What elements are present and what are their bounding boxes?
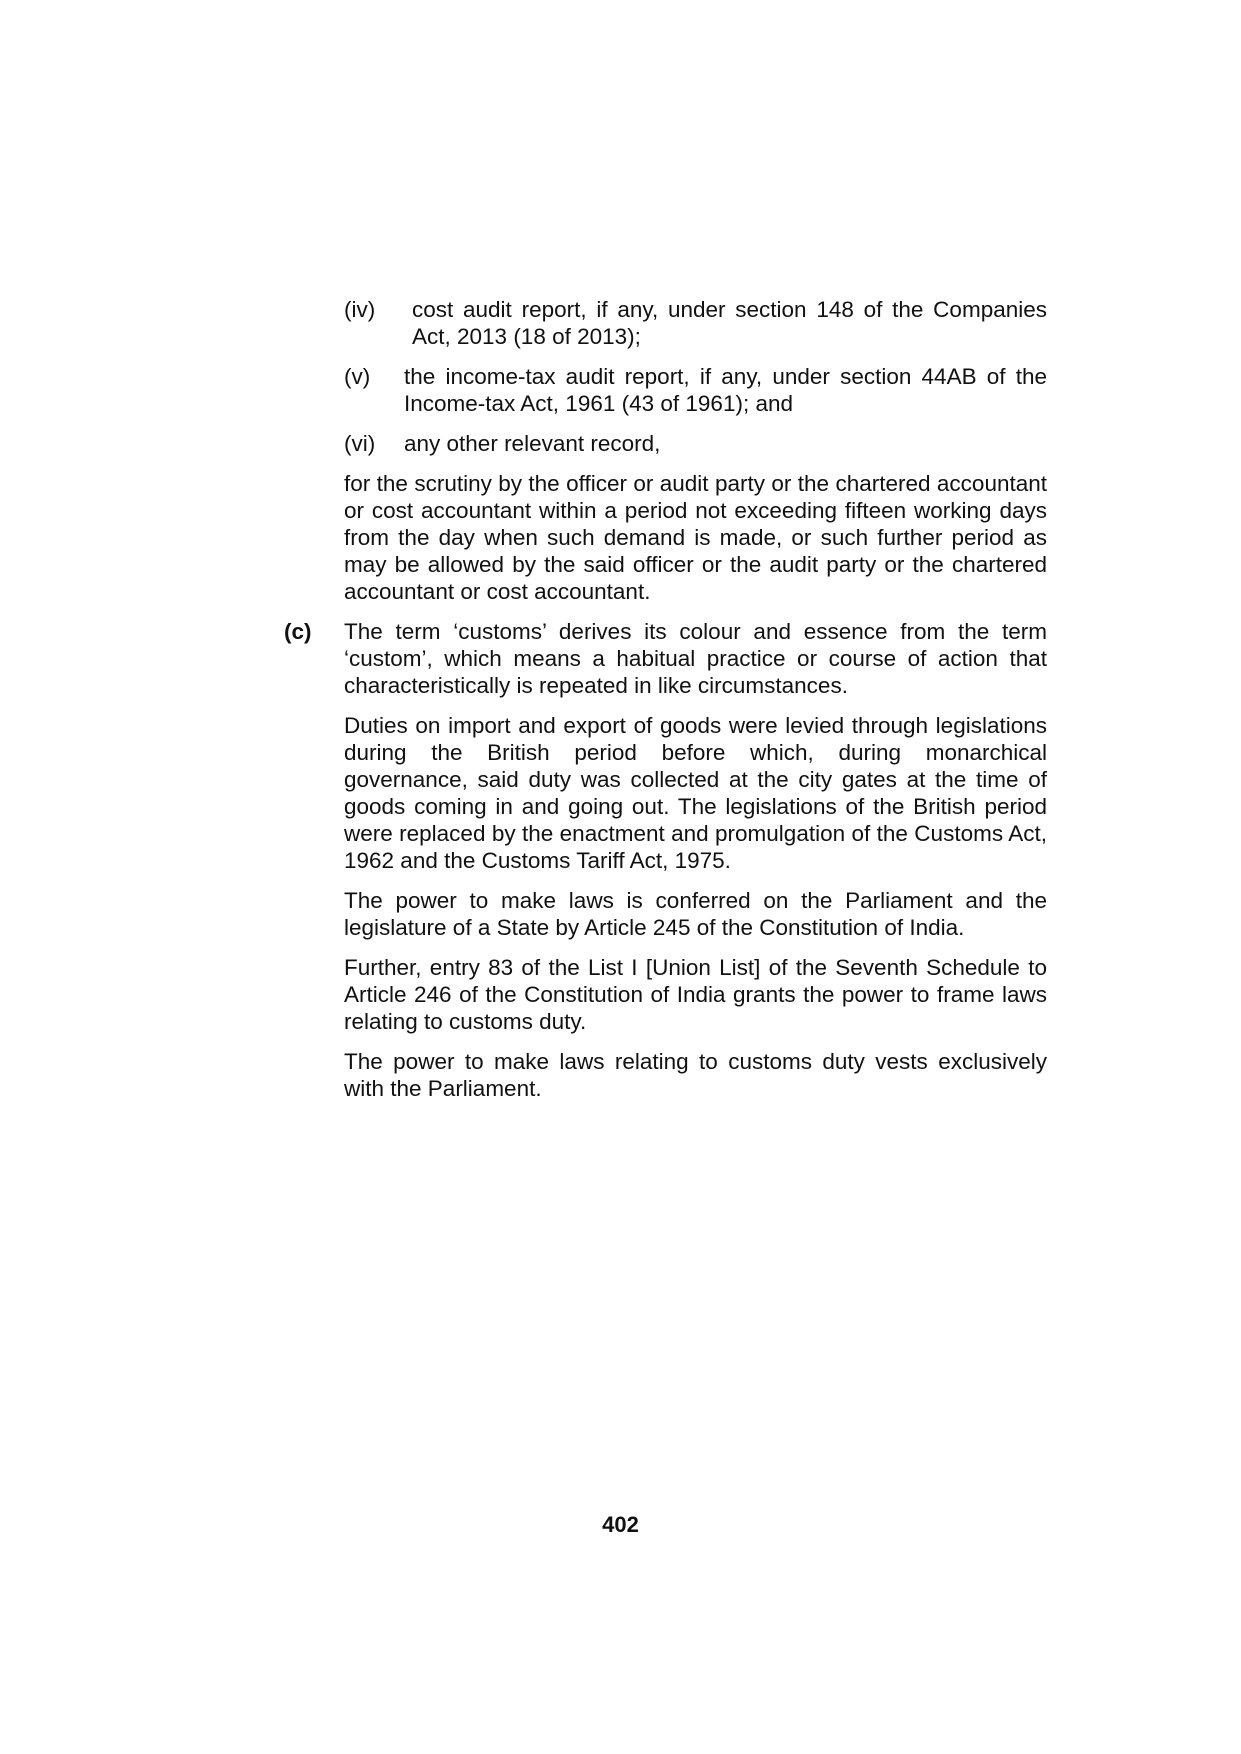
section-label: (c) [284, 619, 312, 644]
list-item-number: (iv) [344, 297, 376, 322]
section-c-paragraph-3: The power to make laws is conferred on the Parliament and the legislature of a State by Article 245 of the Constitution of India. [344, 888, 1047, 940]
section-c-body [344, 618, 1047, 1102]
body-text [284, 296, 1047, 1115]
list-item-text: the income-tax audit report, if any, under section 44AB of the Income-tax Act, 1961 (43 of 1961); and [404, 364, 1047, 416]
page-number: 402 [602, 1512, 639, 1537]
list-item-text: cost audit report, if any, under section 148 of the Companies Act, 2013 (18 of 2013); [412, 297, 1047, 349]
section-c-paragraph-5: The power to make laws relating to customs duty vests exclusively with the Parliament. [344, 1049, 1047, 1101]
list-item-iv [284, 296, 1047, 350]
list-item-vi [284, 430, 1047, 457]
list-item-number: (vi) [344, 431, 376, 456]
section-c-paragraph-2: Duties on import and export of goods were levied through legislations during the British period before which, during monarchical governance, said duty was collected at the city gates at the time of goods coming in and going out. The legislations of the British period were replaced by the enactment and promulgation of the Customs Act, 1962 and the Customs Tariff Act, 1975. [344, 713, 1047, 873]
section-c-paragraph-4: Further, entry 83 of the List I [Union List] of the Seventh Schedule to Article 246 of the Constitution of India grants the power to frame laws relating to customs duty. [344, 955, 1047, 1034]
section-c [284, 618, 1047, 1102]
closing-paragraph: for the scrutiny by the officer or audit party or the chartered accountant or cost accountant within a period not exceeding fifteen working days from the day when such demand is made, or such further period as may be allowed by the said officer or the audit party or the chartered accountant or cost accountant. [344, 471, 1047, 604]
list-item-number: (v) [344, 364, 371, 389]
list-item-text: any other relevant record, [404, 431, 661, 456]
list-item-v [284, 363, 1047, 417]
section-c-paragraph-1: The term ‘customs’ derives its colour and essence from the term ‘custom’, which means a habitual practice or course of action that characteristically is repeated in like circumstances. [344, 619, 1047, 698]
